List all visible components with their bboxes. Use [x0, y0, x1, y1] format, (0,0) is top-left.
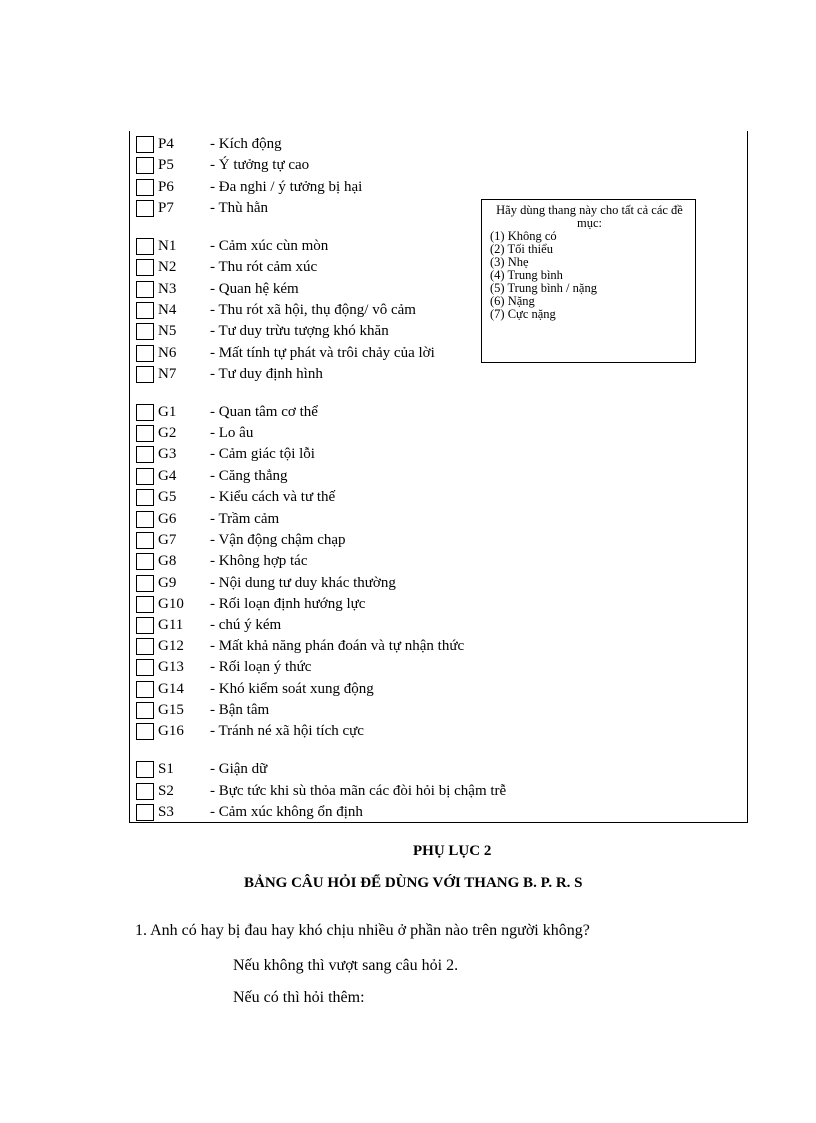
item-row — [136, 257, 317, 277]
item-row — [136, 551, 308, 571]
item-checkbox[interactable] — [136, 783, 154, 800]
item-code: N1 — [158, 237, 177, 254]
item-label: - Không hợp tác — [210, 552, 308, 569]
item-code: P5 — [158, 156, 174, 173]
item-code: S1 — [158, 760, 174, 777]
item-checkbox[interactable] — [136, 259, 154, 276]
item-row — [136, 700, 269, 720]
item-checkbox[interactable] — [136, 404, 154, 421]
item-checkbox[interactable] — [136, 136, 154, 153]
item-checkbox[interactable] — [136, 425, 154, 442]
item-checkbox[interactable] — [136, 723, 154, 740]
item-label: - Thu rót xã hội, thụ động/ vô cảm — [210, 301, 416, 318]
question-1-if-yes: Nếu có thì hỏi thêm: — [233, 989, 365, 1006]
item-code: S2 — [158, 782, 174, 799]
item-label: - Kiểu cách và tư thế — [210, 488, 336, 505]
item-checkbox[interactable] — [136, 617, 154, 634]
item-label: - Cảm xúc cùn mòn — [210, 237, 329, 254]
legend-item-3: (3) Nhẹ — [490, 255, 529, 269]
item-row — [136, 721, 364, 741]
item-row — [136, 759, 267, 779]
item-row — [136, 802, 363, 822]
item-code: G11 — [158, 616, 184, 633]
item-row — [136, 364, 323, 384]
item-code: G1 — [158, 403, 177, 420]
item-checkbox[interactable] — [136, 281, 154, 298]
item-row — [136, 444, 315, 464]
item-checkbox[interactable] — [136, 200, 154, 217]
item-checkbox[interactable] — [136, 511, 154, 528]
item-code: G6 — [158, 510, 177, 527]
item-code: P7 — [158, 199, 174, 216]
item-label: - Rối loạn ý thức — [210, 658, 312, 675]
item-code: G9 — [158, 574, 177, 591]
question-1: 1. Anh có hay bị đau hay khó chịu nhiều ở phần nào trên người không? — [135, 922, 590, 939]
item-code: P4 — [158, 135, 174, 152]
item-checkbox[interactable] — [136, 238, 154, 255]
item-checkbox[interactable] — [136, 761, 154, 778]
legend-item-2: (2) Tối thiểu — [490, 242, 553, 256]
item-row — [136, 198, 268, 218]
item-label: - chú ý kém — [210, 616, 282, 633]
item-row — [136, 423, 253, 443]
item-checkbox[interactable] — [136, 681, 154, 698]
item-checkbox[interactable] — [136, 489, 154, 506]
item-row — [136, 615, 281, 635]
item-checkbox[interactable] — [136, 596, 154, 613]
item-code: G4 — [158, 467, 177, 484]
item-row — [136, 321, 389, 341]
item-code: G15 — [158, 701, 184, 718]
item-row — [136, 509, 279, 529]
item-label: - Thù hằn — [210, 199, 269, 216]
item-checkbox[interactable] — [136, 702, 154, 719]
item-code: G2 — [158, 424, 177, 441]
item-label: - Tư duy định hình — [210, 365, 323, 382]
legend-item-5: (5) Trung bình / nặng — [490, 281, 597, 295]
item-row — [136, 530, 346, 550]
legend-item-6: (6) Nặng — [490, 294, 535, 308]
item-code: G14 — [158, 680, 184, 697]
item-checkbox[interactable] — [136, 345, 154, 362]
item-label: - Tránh né xã hội tích cực — [210, 722, 364, 739]
question-1-if-no: Nếu không thì vượt sang câu hỏi 2. — [233, 957, 459, 974]
item-checkbox[interactable] — [136, 553, 154, 570]
item-code: N7 — [158, 365, 177, 382]
appendix-title: PHỤ LỤC 2 — [413, 843, 492, 859]
item-code: G13 — [158, 658, 184, 675]
item-row — [136, 636, 464, 656]
item-code: N4 — [158, 301, 177, 318]
item-checkbox[interactable] — [136, 532, 154, 549]
item-row — [136, 466, 287, 486]
item-label: - Mất khả năng phán đoán và tự nhận thức — [210, 637, 465, 654]
item-checkbox[interactable] — [136, 179, 154, 196]
item-row — [136, 177, 362, 197]
legend-item-7: (7) Cực nặng — [490, 307, 556, 321]
item-row — [136, 679, 374, 699]
item-label: - Trầm cảm — [210, 510, 280, 527]
item-checkbox[interactable] — [136, 804, 154, 821]
item-code: G7 — [158, 531, 177, 548]
legend-item-1: (1) Không có — [490, 229, 557, 243]
legend-item-4: (4) Trung bình — [490, 268, 563, 282]
item-label: - Căng thẳng — [210, 467, 288, 484]
item-label: - Nội dung tư duy khác thường — [210, 574, 396, 591]
item-label: - Khó kiểm soát xung động — [210, 680, 374, 697]
item-label: - Cảm giác tội lỗi — [210, 445, 315, 462]
rating-scale-legend — [481, 199, 696, 363]
item-checkbox[interactable] — [136, 468, 154, 485]
item-code: G12 — [158, 637, 184, 654]
item-checkbox[interactable] — [136, 638, 154, 655]
item-row — [136, 134, 282, 154]
item-row — [136, 402, 318, 422]
item-checkbox[interactable] — [136, 446, 154, 463]
item-code: S3 — [158, 803, 174, 820]
item-row — [136, 300, 416, 320]
item-row — [136, 781, 506, 801]
item-label: - Lo âu — [210, 424, 254, 441]
item-label: - Quan tâm cơ thể — [210, 403, 318, 420]
item-checkbox[interactable] — [136, 323, 154, 340]
item-label: - Mất tính tự phát và trôi chảy của lời — [210, 344, 435, 361]
appendix-subtitle: BẢNG CÂU HỎI ĐỂ DÙNG VỚI THANG B. P. R. S — [244, 875, 583, 891]
item-code: N2 — [158, 258, 177, 275]
item-code: N3 — [158, 280, 177, 297]
item-label: - Thu rót cảm xúc — [210, 258, 318, 275]
item-checkbox[interactable] — [136, 157, 154, 174]
item-label: - Quan hệ kém — [210, 280, 299, 297]
item-label: - Cảm xúc không ổn định — [210, 803, 363, 820]
item-code: N6 — [158, 344, 177, 361]
item-label: - Tư duy trừu tượng khó khăn — [210, 322, 389, 339]
item-code: G10 — [158, 595, 184, 612]
item-row — [136, 487, 335, 507]
item-label: - Đa nghi / ý tưởng bị hại — [210, 178, 363, 195]
item-label: - Kích động — [210, 135, 282, 152]
item-row — [136, 236, 328, 256]
item-row — [136, 155, 309, 175]
item-label: - Giận dữ — [210, 760, 268, 777]
item-code: P6 — [158, 178, 174, 195]
item-code: G5 — [158, 488, 177, 505]
item-checkbox[interactable] — [136, 659, 154, 676]
item-row — [136, 343, 435, 363]
item-row — [136, 657, 311, 677]
item-checkbox[interactable] — [136, 302, 154, 319]
item-label: - Rối loạn định hướng lực — [210, 595, 366, 612]
item-row — [136, 594, 365, 614]
item-label: - Bực tức khi sù thỏa mãn các đòi hỏi bị chậm trễ — [210, 782, 507, 799]
item-code: G3 — [158, 445, 177, 462]
item-code: N5 — [158, 322, 177, 339]
item-code: G16 — [158, 722, 184, 739]
item-checkbox[interactable] — [136, 575, 154, 592]
item-row — [136, 573, 396, 593]
item-label: - Bận tâm — [210, 701, 270, 718]
item-label: - Ý tưởng tự cao — [210, 156, 310, 173]
legend-title: Hãy dùng thang này cho tất cả các đề mục: — [496, 203, 683, 230]
item-code: G8 — [158, 552, 177, 569]
item-checkbox[interactable] — [136, 366, 154, 383]
item-row — [136, 279, 299, 299]
item-label: - Vận động chậm chạp — [210, 531, 346, 548]
